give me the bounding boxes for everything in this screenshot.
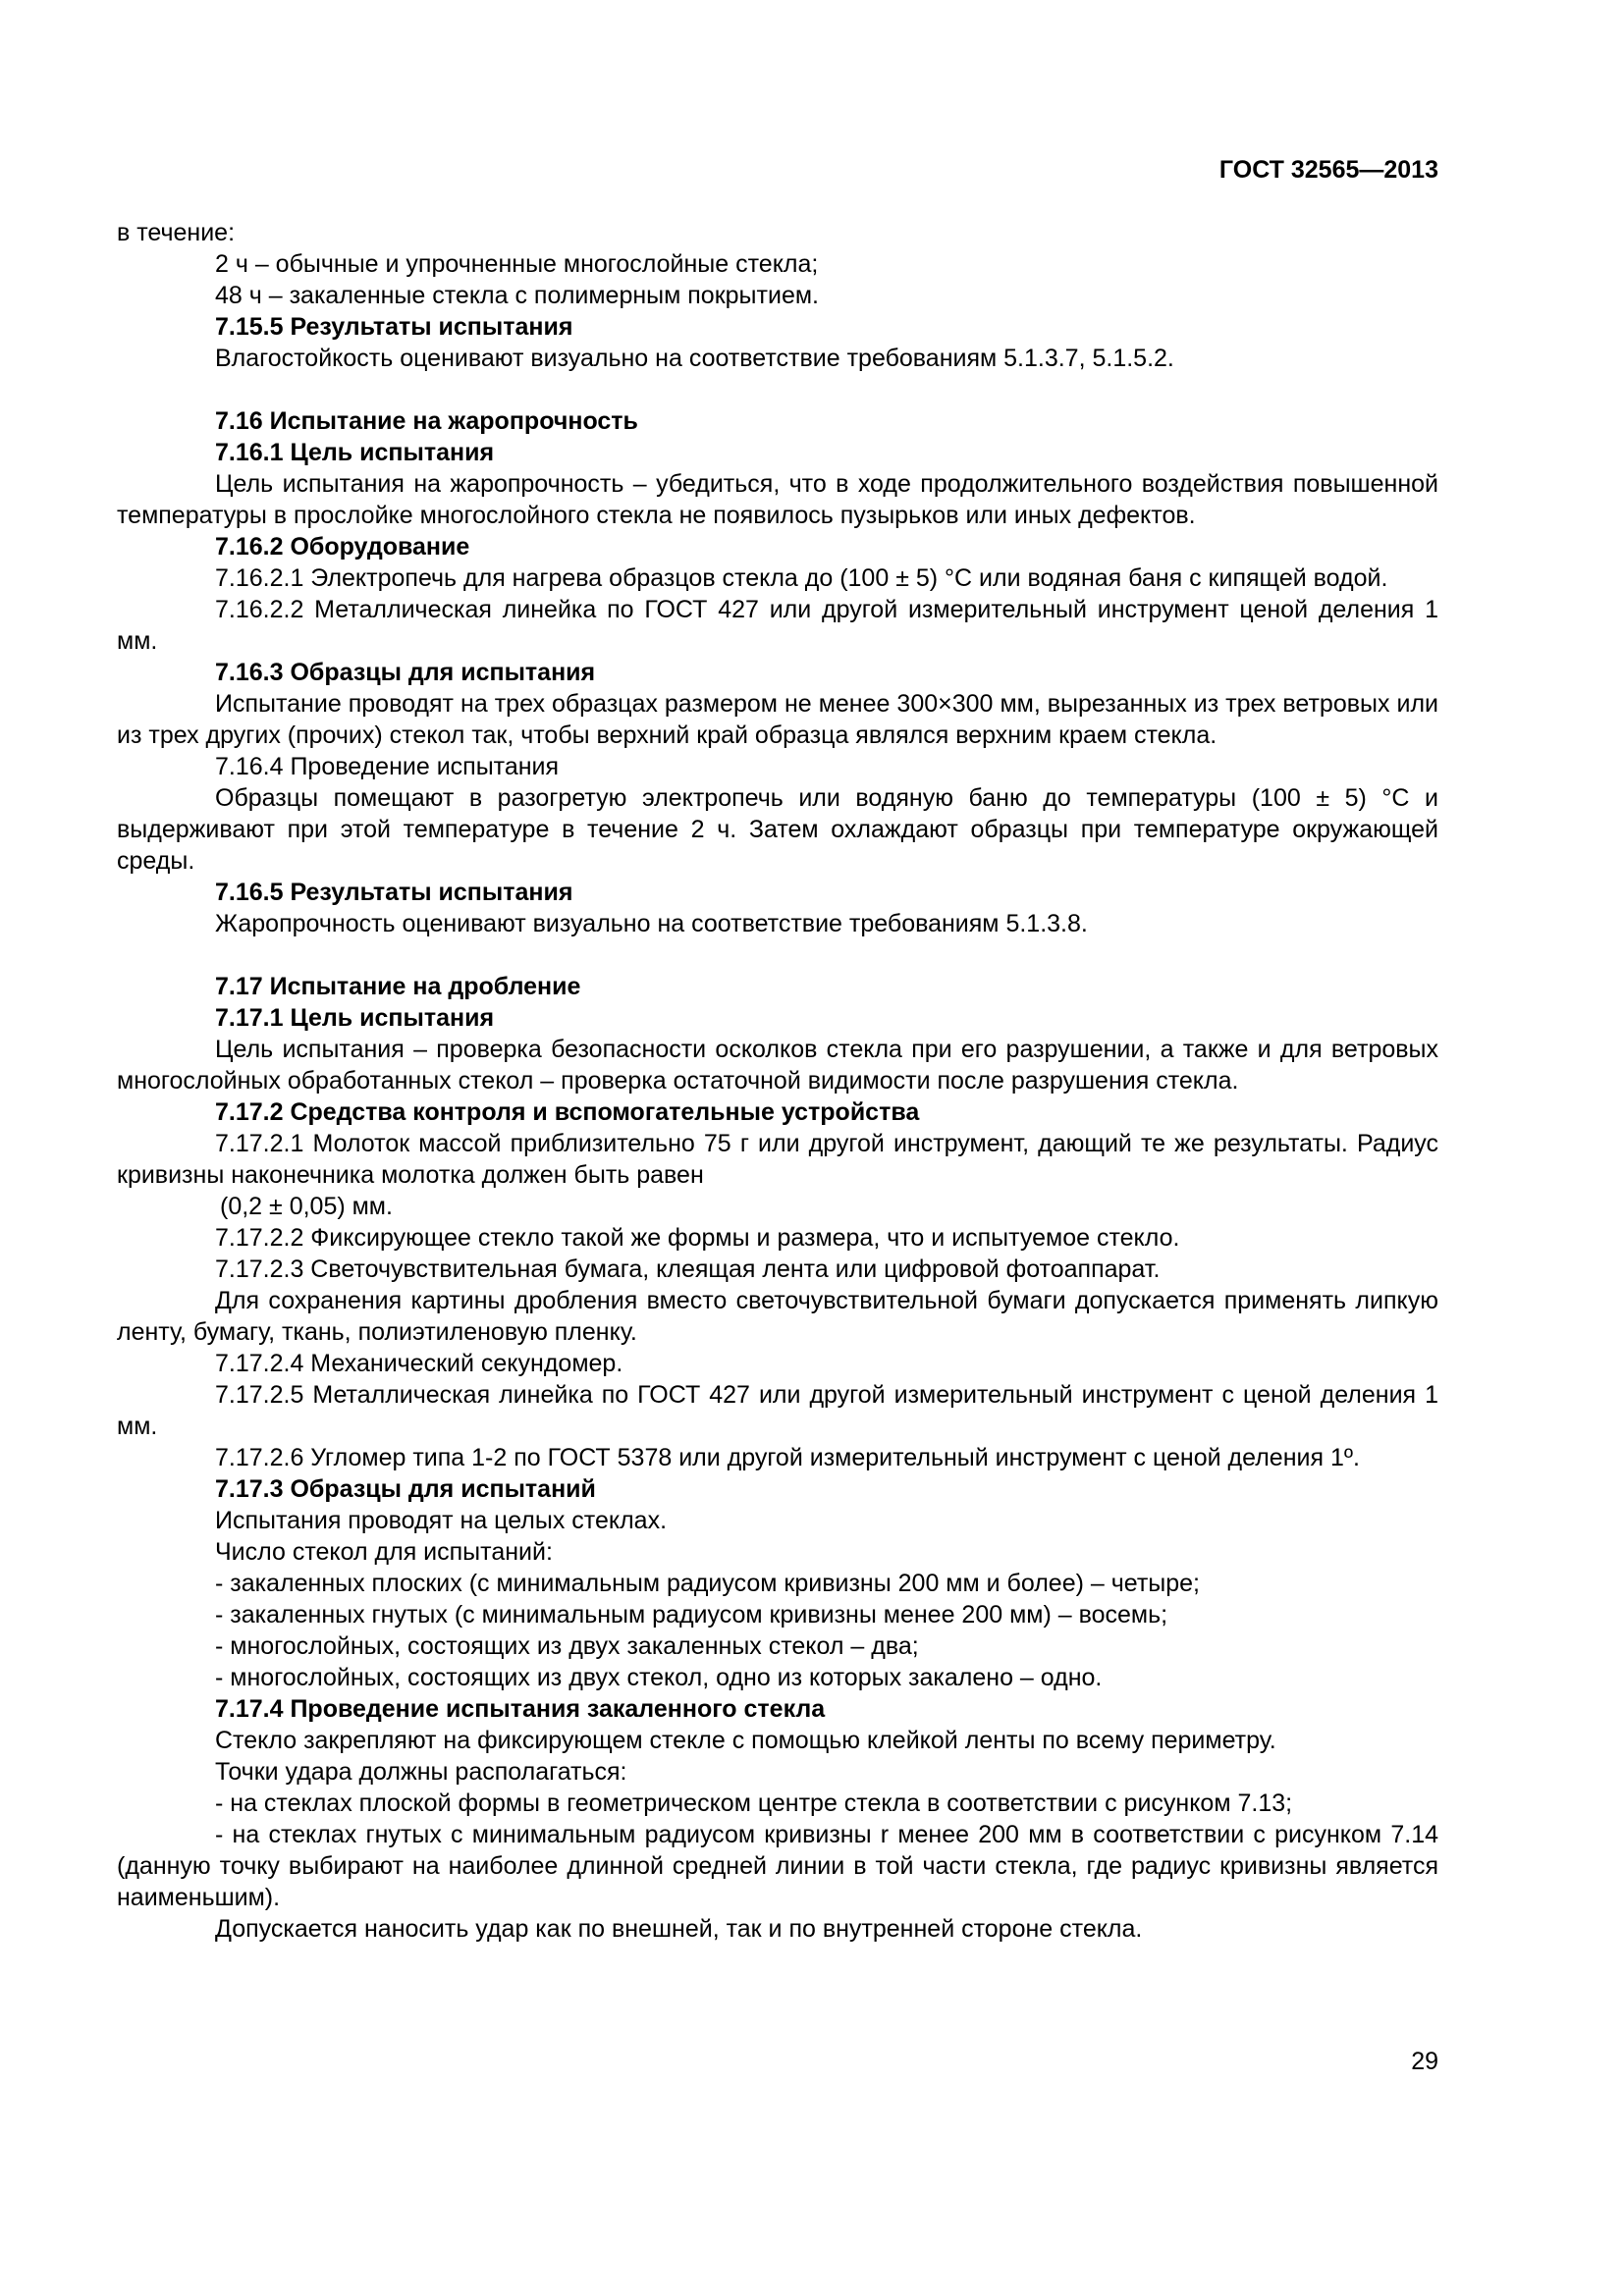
section-heading: 7.15.5 Результаты испытания <box>215 313 573 341</box>
subsection-heading: 7.17.3 Образцы для испытаний <box>215 1475 596 1503</box>
paragraph: Точки удара должны располагаться: <box>215 1758 627 1786</box>
paragraph: Для сохранения картины дробления вместо светочувствительной бумаги допускается применять липкую ленту, бумагу, ткань, полиэтиленовую пленку. <box>117 1287 1438 1346</box>
paragraph: Жаропрочность оценивают визуально на соответствие требованиям 5.1.3.8. <box>215 910 1088 937</box>
paragraph: Допускается наносить удар как по внешней, так и по внутренней стороне стекла. <box>215 1915 1143 1943</box>
list-item: - на стеклах гнутых с минимальным радиусом кривизны r менее 200 мм в соответствии с рисунком 7.14 (данную точку выбирают на наиболее длинной средней линии в той части стекла, где радиус кривизны является наименьшим). <box>117 1821 1438 1911</box>
section-heading: 7.17 Испытание на дробление <box>215 973 581 1000</box>
list-item: 2 ч – обычные и упрочненные многослойные стекла; <box>215 250 819 278</box>
paragraph: 7.17.2.6 Угломер типа 1-2 по ГОСТ 5378 или другой измерительный инструмент с ценой деления 1º. <box>215 1444 1360 1471</box>
subsection-heading: 7.17.1 Цель испытания <box>215 1004 495 1032</box>
paragraph: 7.17.2.1 Молоток массой приблизительно 75 г или другой инструмент, дающий те же результаты. Радиус кривизны наконечника молотка должен быть равен <box>117 1130 1438 1189</box>
paragraph: Цель испытания на жаропрочность – убедиться, что в ходе продолжительного воздействия повышенной температуры в прослойке многослойного стекла не появилось пузырьков или иных дефектов. <box>117 470 1438 529</box>
paragraph: 7.16.2.2 Металлическая линейка по ГОСТ 427 или другой измерительный инструмент ценой деления 1 мм. <box>117 596 1438 655</box>
subsection-heading: 7.17.2 Средства контроля и вспомогательные устройства <box>215 1098 920 1126</box>
paragraph: Образцы помещают в разогретую электропечь или водяную баню до температуры (100 ± 5) °С и выдерживают при этой температуре в течение 2 ч. Затем охлаждают образцы при температуре окружающей среды. <box>117 784 1438 875</box>
spacer <box>117 939 1438 971</box>
page-number: 29 <box>1411 2048 1438 2075</box>
paragraph: Влагостойкость оценивают визуально на соответствие требованиям 5.1.3.7, 5.1.5.2. <box>215 345 1174 372</box>
paragraph: 7.17.2.3 Светочувствительная бумага, клеящая лента или цифровой фотоаппарат. <box>215 1255 1161 1283</box>
list-item: - многослойных, состоящих из двух закаленных стекол – два; <box>215 1632 919 1660</box>
list-item: - закаленных гнутых (с минимальным радиусом кривизны менее 200 мм) – восемь; <box>215 1601 1168 1629</box>
list-item: 48 ч – закаленные стекла с полимерным покрытием. <box>215 282 819 309</box>
paragraph: 7.17.2.4 Механический секундомер. <box>215 1350 623 1377</box>
subsection-heading: 7.16.1 Цель испытания <box>215 439 495 466</box>
paragraph: 7.16.2.1 Электропечь для нагрева образцов стекла до (100 ± 5) °С или водяная баня с кипящей водой. <box>215 564 1388 592</box>
paragraph: 7.17.2.2 Фиксирующее стекло такой же формы и размера, что и испытуемое стекло. <box>215 1224 1180 1252</box>
list-item: - на стеклах плоской формы в геометрическом центре стекла в соответствии с рисунком 7.13; <box>215 1789 1293 1817</box>
spacer <box>117 374 1438 405</box>
document-body <box>117 217 1438 1945</box>
paragraph: Испытание проводят на трех образцах размером не менее 300×300 мм, вырезанных из трех ветровых или из трех других (прочих) стекол так, чтобы верхний край образца являлся верхним краем стекла. <box>117 690 1438 749</box>
paragraph: Цель испытания – проверка безопасности осколков стекла при его разрушении, а также и для ветровых многослойных обработанных стекол – проверка остаточной видимости после разрушения стекла. <box>117 1036 1438 1095</box>
subsection-heading: 7.16.2 Оборудование <box>215 533 470 561</box>
section-heading: 7.16 Испытание на жаропрочность <box>215 407 638 435</box>
subsection-heading: 7.17.4 Проведение испытания закаленного стекла <box>215 1695 826 1723</box>
list-item: - закаленных плоских (с минимальным радиусом кривизны 200 мм и более) – четыре; <box>215 1570 1200 1597</box>
paragraph: Стекло закрепляют на фиксирующем стекле с помощью клейкой ленты по всему периметру. <box>215 1727 1276 1754</box>
paragraph: 7.17.2.5 Металлическая линейка по ГОСТ 427 или другой измерительный инструмент с ценой деления 1 мм. <box>117 1381 1438 1440</box>
paragraph: Число стекол для испытаний: <box>215 1538 553 1566</box>
subsection-heading: 7.16.4 Проведение испытания <box>215 753 560 780</box>
list-item: - многослойных, состоящих из двух стекол, одно из которых закалено – одно. <box>215 1664 1103 1691</box>
paragraph: (0,2 ± 0,05) мм. <box>220 1193 393 1220</box>
subsection-heading: 7.16.5 Результаты испытания <box>215 879 573 906</box>
subsection-heading: 7.16.3 Образцы для испытания <box>215 659 596 686</box>
paragraph: в течение: <box>117 219 236 246</box>
paragraph: Испытания проводят на целых стеклах. <box>215 1507 668 1534</box>
document-code-header: ГОСТ 32565—2013 <box>1218 156 1438 184</box>
